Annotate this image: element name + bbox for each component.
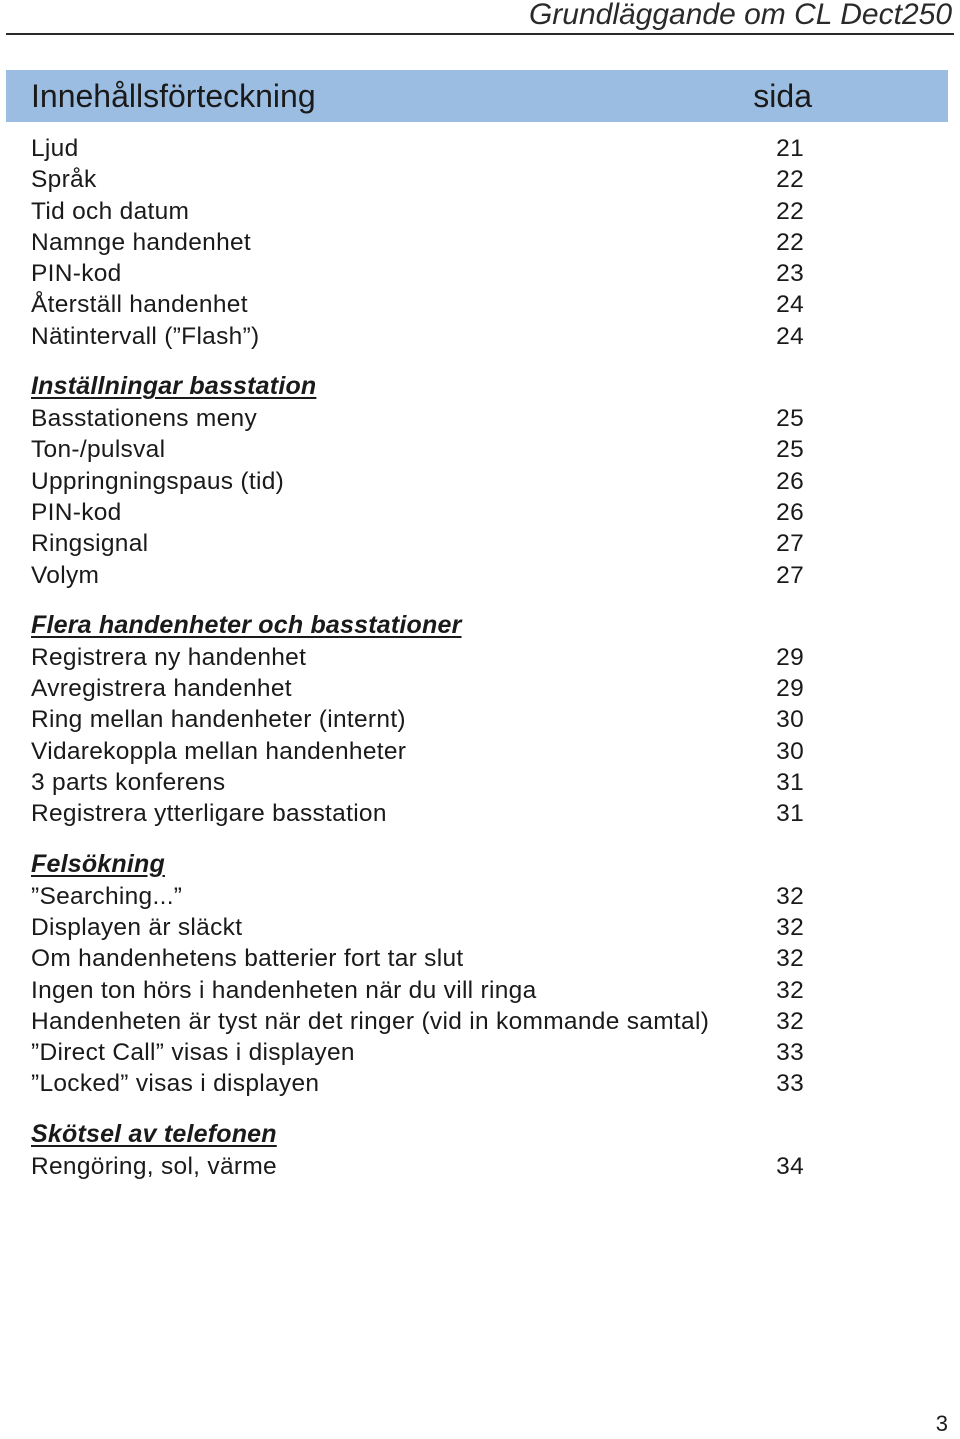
- toc-section-title[interactable]: Felsökning: [31, 849, 165, 878]
- toc-section-felsokning: [31, 847, 804, 1100]
- toc-entry-label: Om handenhetens batterier fort tar slut: [31, 945, 464, 973]
- header-divider: [6, 33, 954, 35]
- toc-entry[interactable]: [31, 642, 804, 673]
- toc-entry-page: 29: [776, 643, 804, 671]
- toc-entry-label: Handenheten är tyst när det ringer (vid in kommande samtal): [31, 1007, 710, 1035]
- toc-entry-page: 32: [776, 913, 804, 941]
- toc-entry[interactable]: [31, 196, 804, 227]
- toc-entry[interactable]: [31, 466, 804, 497]
- table-of-contents: [31, 133, 804, 1182]
- toc-entry-page: 30: [776, 737, 804, 765]
- toc-entry-label: Tid och datum: [31, 197, 190, 225]
- toc-entry-label: Ringsignal: [31, 530, 149, 558]
- toc-entry-page: 25: [776, 436, 804, 464]
- toc-entry-label: Avregistrera handenhet: [31, 675, 292, 703]
- toc-entry-page: 26: [776, 467, 804, 495]
- toc-entry[interactable]: [31, 881, 804, 912]
- toc-entry-label: Språk: [31, 166, 97, 194]
- toc-entry-label: Uppringningspaus (tid): [31, 467, 285, 495]
- toc-title: Innehållsförteckning: [31, 78, 316, 114]
- toc-entry[interactable]: [31, 289, 804, 320]
- toc-entry[interactable]: [31, 403, 804, 434]
- toc-entry-label: Återställ handenhet: [31, 291, 248, 319]
- toc-entry-page: 32: [776, 976, 804, 1004]
- toc-entry-page: 23: [776, 260, 804, 288]
- toc-entry[interactable]: [31, 975, 804, 1006]
- toc-entry-label: Ton-/pulsval: [31, 436, 166, 464]
- toc-entry-label: Ingen ton hörs i handenheten när du vill ringa: [31, 976, 537, 1004]
- toc-entry-page: 31: [776, 769, 804, 797]
- toc-section-title[interactable]: Flera handenheter och basstationer: [31, 610, 462, 639]
- toc-entry[interactable]: [31, 736, 804, 767]
- toc-entry[interactable]: [31, 258, 804, 289]
- toc-entry-page: 31: [776, 800, 804, 828]
- toc-entry-page: 34: [776, 1152, 804, 1180]
- toc-entry[interactable]: [31, 1006, 804, 1037]
- toc-entry-page: 22: [776, 166, 804, 194]
- toc-entry-label: Ring mellan handenheter (internt): [31, 706, 406, 734]
- toc-entry-page: 26: [776, 498, 804, 526]
- toc-entry[interactable]: [31, 133, 804, 164]
- toc-entry[interactable]: [31, 528, 804, 559]
- toc-entry[interactable]: [31, 497, 804, 528]
- toc-entry-page: 24: [776, 291, 804, 319]
- toc-entry-label: PIN-kod: [31, 498, 122, 526]
- toc-entry-label: Namnge handenhet: [31, 228, 252, 256]
- toc-section-handenheter: [31, 608, 804, 830]
- toc-section-title[interactable]: Inställningar basstation: [31, 372, 317, 401]
- toc-entry-label: PIN-kod: [31, 260, 122, 288]
- toc-header-band: [6, 70, 948, 122]
- toc-entry-page: 32: [776, 882, 804, 910]
- toc-entry[interactable]: [31, 673, 804, 704]
- toc-entry-label: ”Direct Call” visas i displayen: [31, 1039, 355, 1067]
- toc-entry-page: 22: [776, 197, 804, 225]
- toc-entry-label: ”Searching...”: [31, 882, 183, 910]
- toc-entry-page: 21: [776, 135, 804, 162]
- toc-entry[interactable]: [31, 1068, 804, 1099]
- running-header: Grundläggande om CL Dect250: [528, 0, 952, 31]
- toc-entry-page: 30: [776, 706, 804, 734]
- toc-entry-label: Ljud: [31, 135, 79, 162]
- toc-entry-label: Registrera ytterligare basstation: [31, 800, 387, 828]
- toc-entry[interactable]: [31, 798, 804, 829]
- toc-entry[interactable]: [31, 767, 804, 798]
- toc-entry[interactable]: [31, 434, 804, 465]
- toc-entry-label: ”Locked” visas i displayen: [31, 1070, 320, 1098]
- toc-entry[interactable]: [31, 1037, 804, 1068]
- toc-entry[interactable]: [31, 1151, 804, 1182]
- toc-entry-page: 32: [776, 945, 804, 973]
- toc-entry-page: 33: [776, 1070, 804, 1098]
- toc-entry[interactable]: [31, 321, 804, 352]
- toc-entry[interactable]: [31, 560, 804, 591]
- toc-entry-label: Registrera ny handenhet: [31, 643, 307, 671]
- toc-entry-label: Rengöring, sol, värme: [31, 1152, 277, 1180]
- toc-entry-page: 25: [776, 405, 804, 433]
- toc-section-title[interactable]: Skötsel av telefonen: [31, 1119, 277, 1148]
- toc-entry[interactable]: [31, 227, 804, 258]
- toc-entry-page: 22: [776, 228, 804, 256]
- toc-section-skotsel: [31, 1117, 804, 1182]
- page-number: 3: [935, 1411, 948, 1436]
- toc-entry-page: 33: [776, 1039, 804, 1067]
- toc-entry-page: 29: [776, 675, 804, 703]
- toc-entry[interactable]: [31, 164, 804, 195]
- toc-entry-label: Displayen är släckt: [31, 913, 243, 941]
- toc-entry[interactable]: [31, 704, 804, 735]
- toc-entry-label: Vidarekoppla mellan handenheter: [31, 737, 407, 765]
- toc-section-basstation: [31, 369, 804, 591]
- toc-entry-label: Basstationens meny: [31, 405, 258, 433]
- toc-entry[interactable]: [31, 912, 804, 943]
- toc-entry-label: Nätintervall (”Flash”): [31, 322, 260, 350]
- toc-entry-page: 32: [776, 1007, 804, 1035]
- toc-entry-page: 27: [776, 530, 804, 558]
- toc-entry[interactable]: [31, 943, 804, 974]
- toc-entry-page: 24: [776, 322, 804, 350]
- toc-entry-label: 3 parts konferens: [31, 769, 226, 797]
- toc-entry-label: Volym: [31, 561, 100, 589]
- toc-page-column-label: sida: [753, 78, 812, 114]
- toc-entry-page: 27: [776, 561, 804, 589]
